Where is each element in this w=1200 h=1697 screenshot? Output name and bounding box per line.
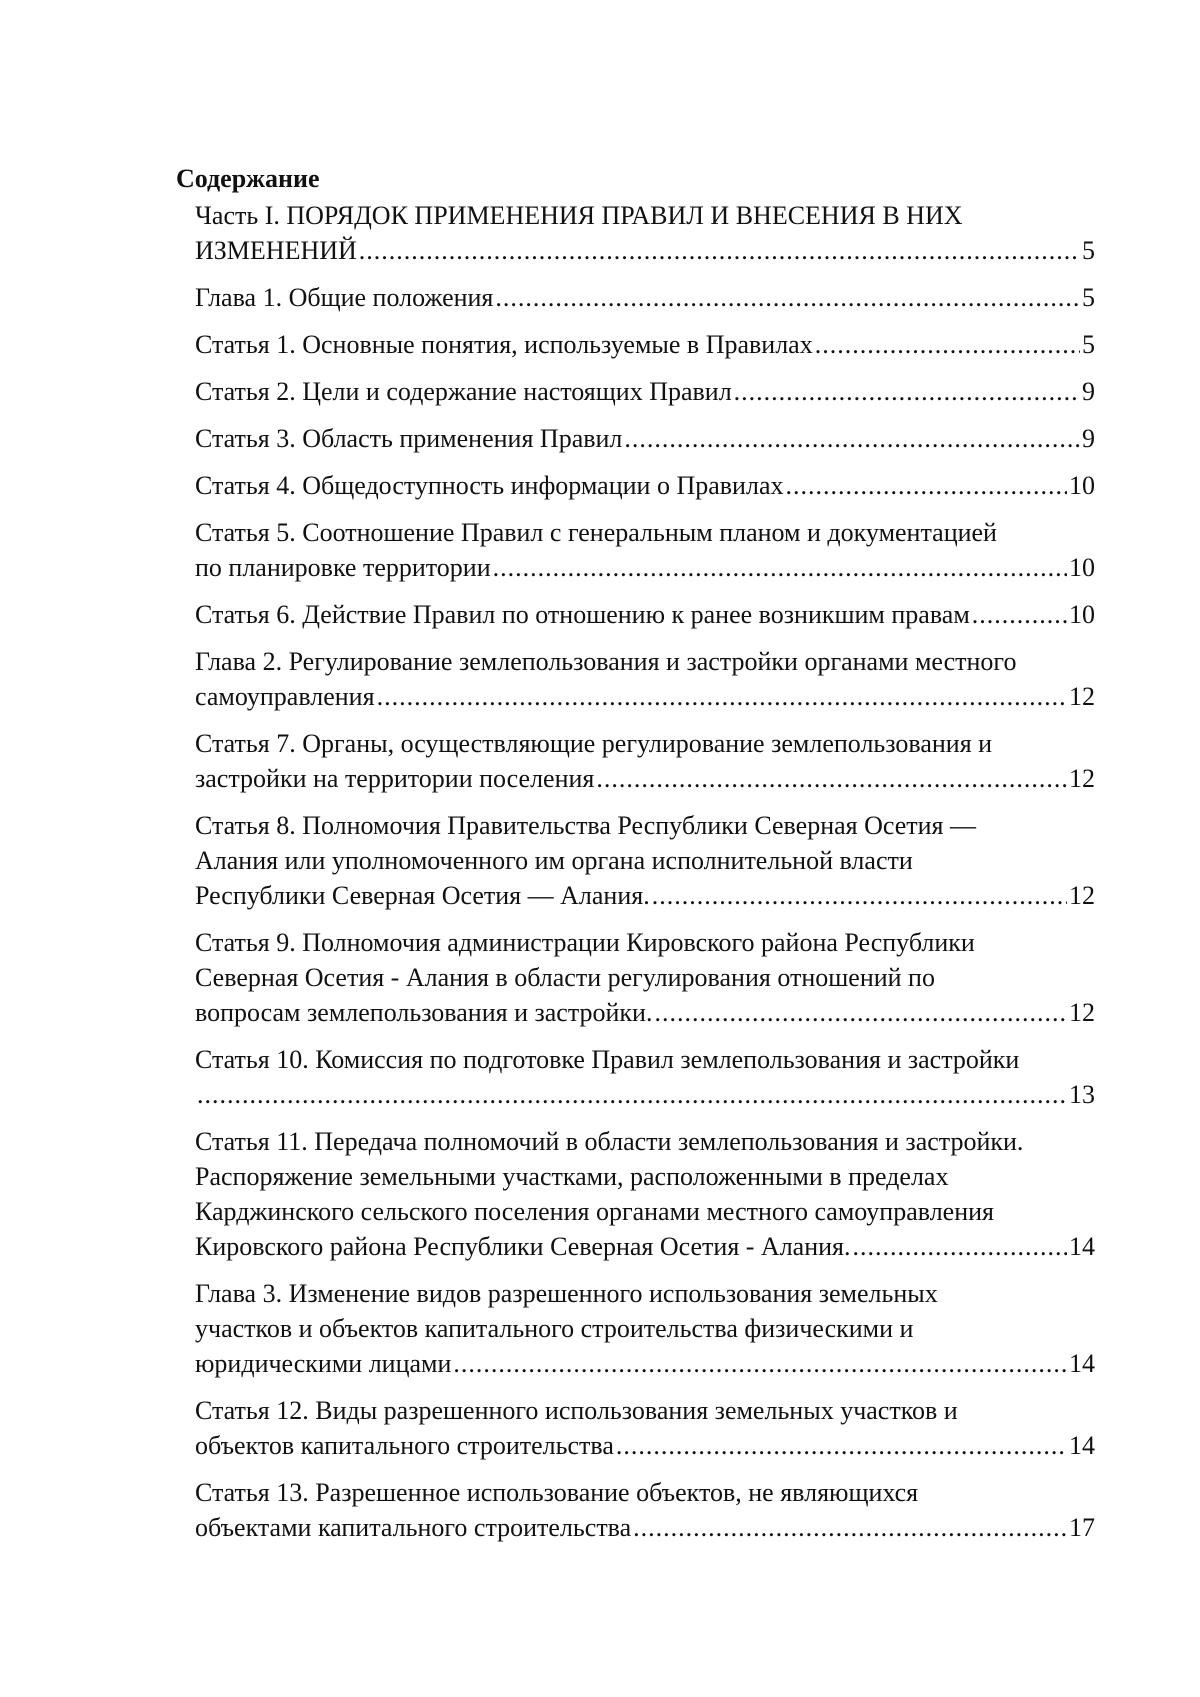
toc-entry-line: Статья 13. Разрешенное использование объектов, не являющихся bbox=[195, 1478, 919, 1507]
toc-entry-line: Глава 2. Регулирование землепользования и застройки органами местного bbox=[195, 647, 1017, 676]
toc-entry-line: участков и объектов капитального строительства физическими и bbox=[195, 1314, 914, 1343]
dot-leader bbox=[495, 280, 1080, 315]
toc-entry-last-line bbox=[195, 468, 1095, 503]
toc-entry[interactable] bbox=[195, 808, 1095, 913]
toc-entry-title: Кировского района Республики Северная Осетия - Алания. bbox=[195, 1232, 851, 1261]
dot-leader bbox=[493, 550, 1067, 585]
toc-entry-last-line bbox=[195, 233, 1095, 268]
page-number: 13 bbox=[1069, 1080, 1095, 1109]
dot-leader bbox=[359, 233, 1080, 268]
toc-entry-last-line bbox=[195, 1510, 1095, 1545]
toc-entry-last-line bbox=[195, 421, 1095, 456]
toc-entry-last-line bbox=[195, 280, 1095, 315]
toc-entry[interactable] bbox=[195, 1124, 1095, 1264]
dot-leader bbox=[453, 1346, 1067, 1381]
dot-leader bbox=[654, 995, 1067, 1030]
dot-leader bbox=[624, 421, 1080, 456]
page-number: 14 bbox=[1069, 1431, 1095, 1460]
dot-leader bbox=[652, 878, 1067, 913]
toc-entry-last-line bbox=[195, 995, 1095, 1030]
toc-entry-line: Статья 12. Виды разрешенного использования земельных участков и bbox=[195, 1396, 958, 1425]
page-number: 12 bbox=[1069, 881, 1095, 910]
page-number: 12 bbox=[1069, 764, 1095, 793]
dot-leader bbox=[596, 761, 1067, 796]
toc-entry-last-line bbox=[195, 1346, 1095, 1381]
page-number: 12 bbox=[1069, 998, 1095, 1027]
toc-entry-title: самоуправления bbox=[195, 682, 375, 711]
toc-entry[interactable] bbox=[195, 468, 1095, 503]
toc-entry-line: Статья 10. Комиссия по подготовке Правил землепользования и застройки bbox=[195, 1045, 1020, 1074]
toc-entry-title: Статья 2. Цели и содержание настоящих Правил bbox=[195, 377, 732, 406]
toc-entry-title: объектов капитального строительства bbox=[195, 1431, 614, 1460]
toc-title: Содержание bbox=[176, 164, 320, 193]
toc-entry-last-line bbox=[195, 1077, 1095, 1112]
dot-leader bbox=[815, 327, 1080, 362]
toc-entry[interactable] bbox=[195, 515, 1095, 585]
toc-entry-last-line bbox=[195, 679, 1095, 714]
toc-entry[interactable] bbox=[195, 726, 1095, 796]
toc-entry-last-line bbox=[195, 327, 1095, 362]
dot-leader bbox=[377, 679, 1067, 714]
dot-leader bbox=[616, 1428, 1067, 1463]
toc-entry-title: Статья 4. Общедоступность информации о Правилах bbox=[195, 471, 784, 500]
dot-leader bbox=[853, 1229, 1067, 1264]
toc-entry-title: Республики Северная Осетия — Алания. bbox=[195, 881, 650, 910]
toc-entry-last-line bbox=[195, 761, 1095, 796]
page-number: 10 bbox=[1069, 600, 1095, 629]
toc-entry-line: Алания или уполномоченного им органа исполнительной власти bbox=[195, 846, 913, 875]
toc-entry-line: Северная Осетия - Алания в области регулирования отношений по bbox=[195, 963, 935, 992]
page-number: 5 bbox=[1082, 330, 1095, 359]
toc-entry-title: Статья 1. Основные понятия, используемые в Правилах bbox=[195, 330, 813, 359]
page-number: 9 bbox=[1082, 424, 1095, 453]
toc-entry[interactable] bbox=[195, 327, 1095, 362]
toc-entry[interactable] bbox=[195, 1393, 1095, 1463]
toc-entry-title: объектами капитального строительства bbox=[195, 1513, 632, 1542]
toc-entry-line: Часть I. ПОРЯДОК ПРИМЕНЕНИЯ ПРАВИЛ И ВНЕСЕНИЯ В НИХ bbox=[195, 201, 963, 230]
toc-entry-last-line bbox=[195, 878, 1095, 913]
toc-entry[interactable] bbox=[195, 1042, 1095, 1112]
toc-entry[interactable] bbox=[195, 1475, 1095, 1545]
page-number: 5 bbox=[1082, 283, 1095, 312]
table-of-contents bbox=[195, 198, 1095, 1557]
toc-entry-line: Глава 3. Изменение видов разрешенного использования земельных bbox=[195, 1279, 938, 1308]
toc-entry[interactable] bbox=[195, 421, 1095, 456]
dot-leader bbox=[785, 468, 1067, 503]
page-number: 12 bbox=[1069, 682, 1095, 711]
page-number: 10 bbox=[1069, 471, 1095, 500]
toc-entry-line: Карджинского сельского поселения органами местного самоуправления bbox=[195, 1197, 994, 1226]
dot-leader bbox=[734, 374, 1080, 409]
toc-entry[interactable] bbox=[195, 280, 1095, 315]
dot-leader bbox=[633, 1510, 1067, 1545]
toc-entry-title: Глава 1. Общие положения bbox=[195, 283, 494, 312]
toc-entry-line: Статья 9. Полномочия администрации Кировского района Республики bbox=[195, 928, 975, 957]
toc-entry-title: юридическими лицами bbox=[195, 1349, 452, 1378]
toc-entry-title: вопросам землепользования и застройки. bbox=[195, 998, 653, 1027]
toc-entry-last-line bbox=[195, 597, 1095, 632]
toc-entry-line: Статья 11. Передача полномочий в области землепользования и застройки. bbox=[195, 1127, 1024, 1156]
toc-entry-last-line bbox=[195, 1428, 1095, 1463]
page-number: 17 bbox=[1069, 1513, 1095, 1542]
page-number: 14 bbox=[1069, 1349, 1095, 1378]
toc-entry-title: по планировке территории bbox=[195, 553, 491, 582]
toc-entry[interactable] bbox=[195, 374, 1095, 409]
toc-entry[interactable] bbox=[195, 1276, 1095, 1381]
toc-entry[interactable] bbox=[195, 198, 1095, 268]
toc-entry-title: ИЗМЕНЕНИЙ bbox=[195, 236, 357, 265]
toc-entry-title: застройки на территории поселения bbox=[195, 764, 595, 793]
dot-leader bbox=[197, 1077, 1067, 1112]
toc-entry-title: Статья 6. Действие Правил по отношению к ранее возникшим правам bbox=[195, 600, 970, 629]
toc-entry-line: Статья 5. Соотношение Правил с генеральным планом и документацией bbox=[195, 518, 997, 547]
toc-entry[interactable] bbox=[195, 644, 1095, 714]
toc-entry[interactable] bbox=[195, 597, 1095, 632]
toc-entry-last-line bbox=[195, 374, 1095, 409]
dot-leader bbox=[972, 597, 1067, 632]
page-number: 14 bbox=[1069, 1232, 1095, 1261]
toc-entry-line: Статья 8. Полномочия Правительства Республики Северная Осетия — bbox=[195, 811, 977, 840]
toc-entry-line: Статья 7. Органы, осуществляющие регулирование землепользования и bbox=[195, 729, 993, 758]
page-number: 10 bbox=[1069, 553, 1095, 582]
toc-entry-last-line bbox=[195, 1229, 1095, 1264]
toc-entry-last-line bbox=[195, 550, 1095, 585]
toc-entry[interactable] bbox=[195, 925, 1095, 1030]
page-number: 9 bbox=[1082, 377, 1095, 406]
toc-entry-title: Статья 3. Область применения Правил bbox=[195, 424, 623, 453]
page-number: 5 bbox=[1082, 236, 1095, 265]
toc-entry-line: Распоряжение земельными участками, расположенными в пределах bbox=[195, 1162, 949, 1191]
